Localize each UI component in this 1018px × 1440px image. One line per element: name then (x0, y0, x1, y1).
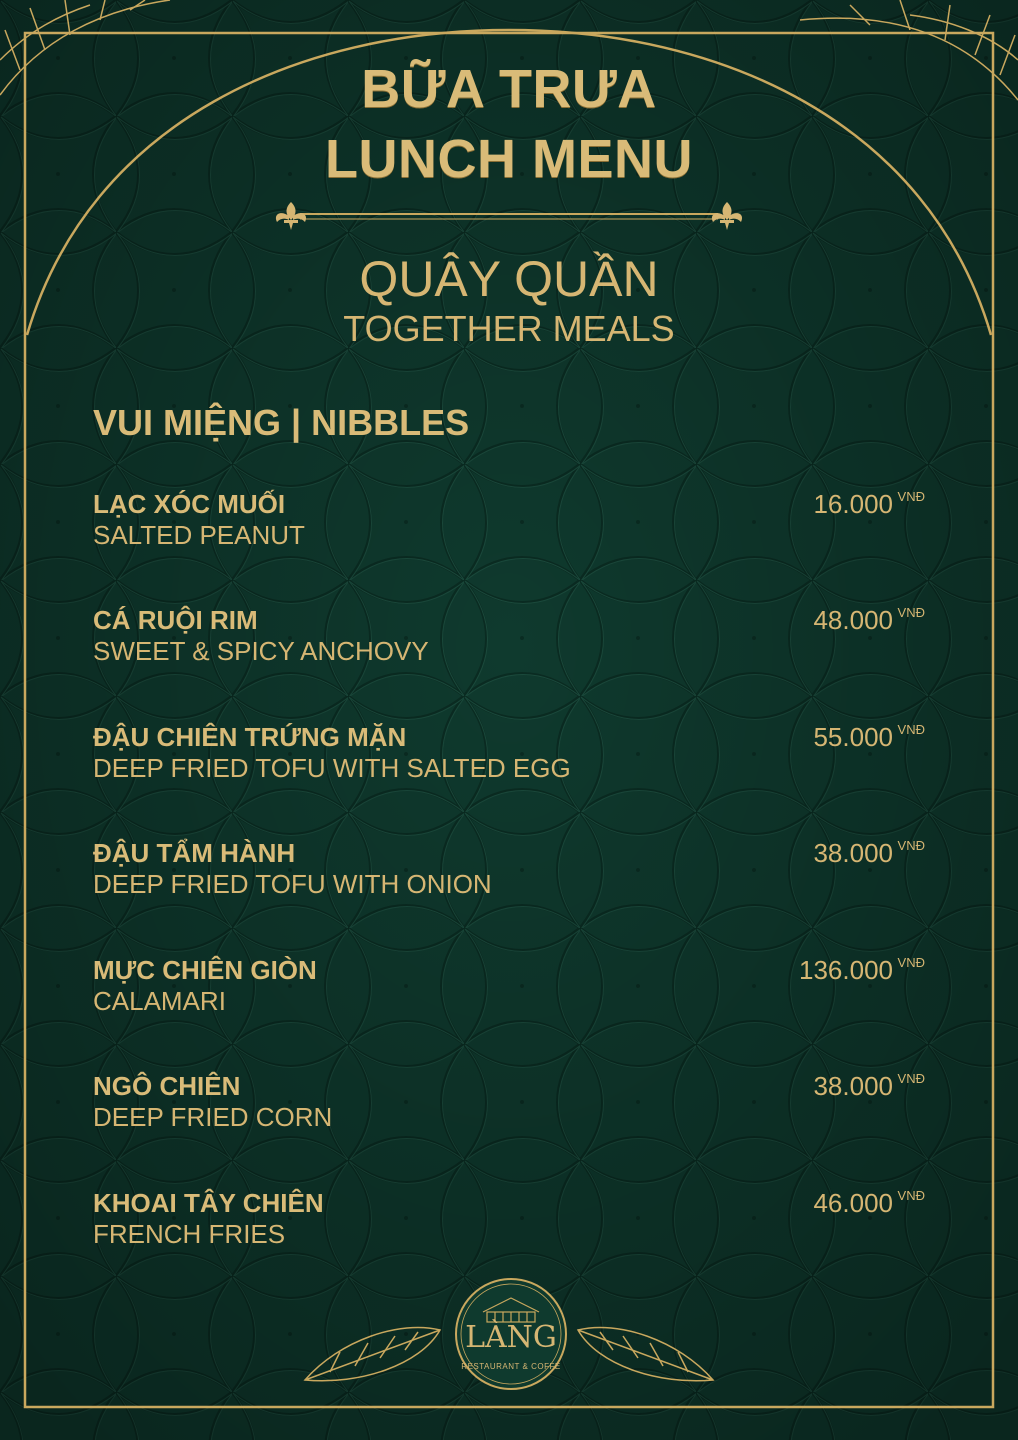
item-name-en: SALTED PEANUT (93, 520, 305, 550)
menu-item (93, 722, 925, 802)
item-currency: VNĐ (897, 605, 925, 620)
item-name-en: DEEP FRIED CORN (93, 1102, 333, 1132)
item-price: 55.000 (813, 722, 893, 752)
item-name-vn: NGÔ CHIÊN (93, 1071, 241, 1101)
menu-title-en: LUNCH MENU (325, 129, 693, 189)
item-price: 38.000 (813, 838, 893, 868)
item-price: 136.000 (799, 955, 893, 985)
item-price: 48.000 (813, 605, 893, 635)
menu-item (93, 838, 925, 918)
menu-item (93, 1188, 925, 1268)
menu-item (93, 605, 925, 685)
item-name-vn: CÁ RUỘI RIM (93, 605, 258, 635)
item-name-vn: MỰC CHIÊN GIÒN (93, 955, 317, 985)
logo-tagline: RESTAURANT & COFFE (461, 1362, 561, 1371)
item-price: 38.000 (813, 1071, 893, 1101)
item-name-en: DEEP FRIED TOFU WITH ONION (93, 869, 492, 899)
fleur-de-lis-icon (276, 202, 306, 230)
menu-subtitle-en: TOGETHER MEALS (343, 308, 675, 349)
item-price: 16.000 (813, 489, 893, 519)
item-name-en: FRENCH FRIES (93, 1219, 286, 1249)
title-divider (300, 214, 718, 219)
item-currency: VNĐ (897, 838, 925, 853)
item-name-en: DEEP FRIED TOFU WITH SALTED EGG (93, 753, 571, 783)
fleur-de-lis-icon (712, 202, 742, 230)
menu-subtitle-vn: QUÂY QUẦN (359, 251, 659, 307)
item-currency: VNĐ (897, 489, 925, 504)
item-currency: VNĐ (897, 722, 925, 737)
item-currency: VNĐ (897, 955, 925, 970)
menu-item (93, 489, 925, 569)
item-name-vn: KHOAI TÂY CHIÊN (93, 1188, 324, 1218)
item-name-en: SWEET & SPICY ANCHOVY (93, 636, 429, 666)
item-name-en: CALAMARI (93, 986, 226, 1016)
menu-title-vn: BỮA TRƯA (361, 59, 657, 119)
item-name-vn: ĐẬU CHIÊN TRỨNG MẶN (93, 722, 407, 752)
logo-name: LÀNG (465, 1320, 557, 1355)
palm-leaf-icon (578, 1327, 713, 1380)
item-name-vn: ĐẬU TẨM HÀNH (93, 838, 296, 868)
item-price: 46.000 (813, 1188, 893, 1218)
section-title: VUI MIỆNG | NIBBLES (93, 402, 470, 443)
item-currency: VNĐ (897, 1188, 925, 1203)
menu-item (93, 955, 925, 1035)
item-currency: VNĐ (897, 1071, 925, 1086)
menu-item (93, 1071, 925, 1151)
item-name-vn: LẠC XÓC MUỐI (93, 489, 286, 519)
palm-leaf-icon (305, 1327, 440, 1380)
restaurant-logo (453, 1276, 569, 1392)
